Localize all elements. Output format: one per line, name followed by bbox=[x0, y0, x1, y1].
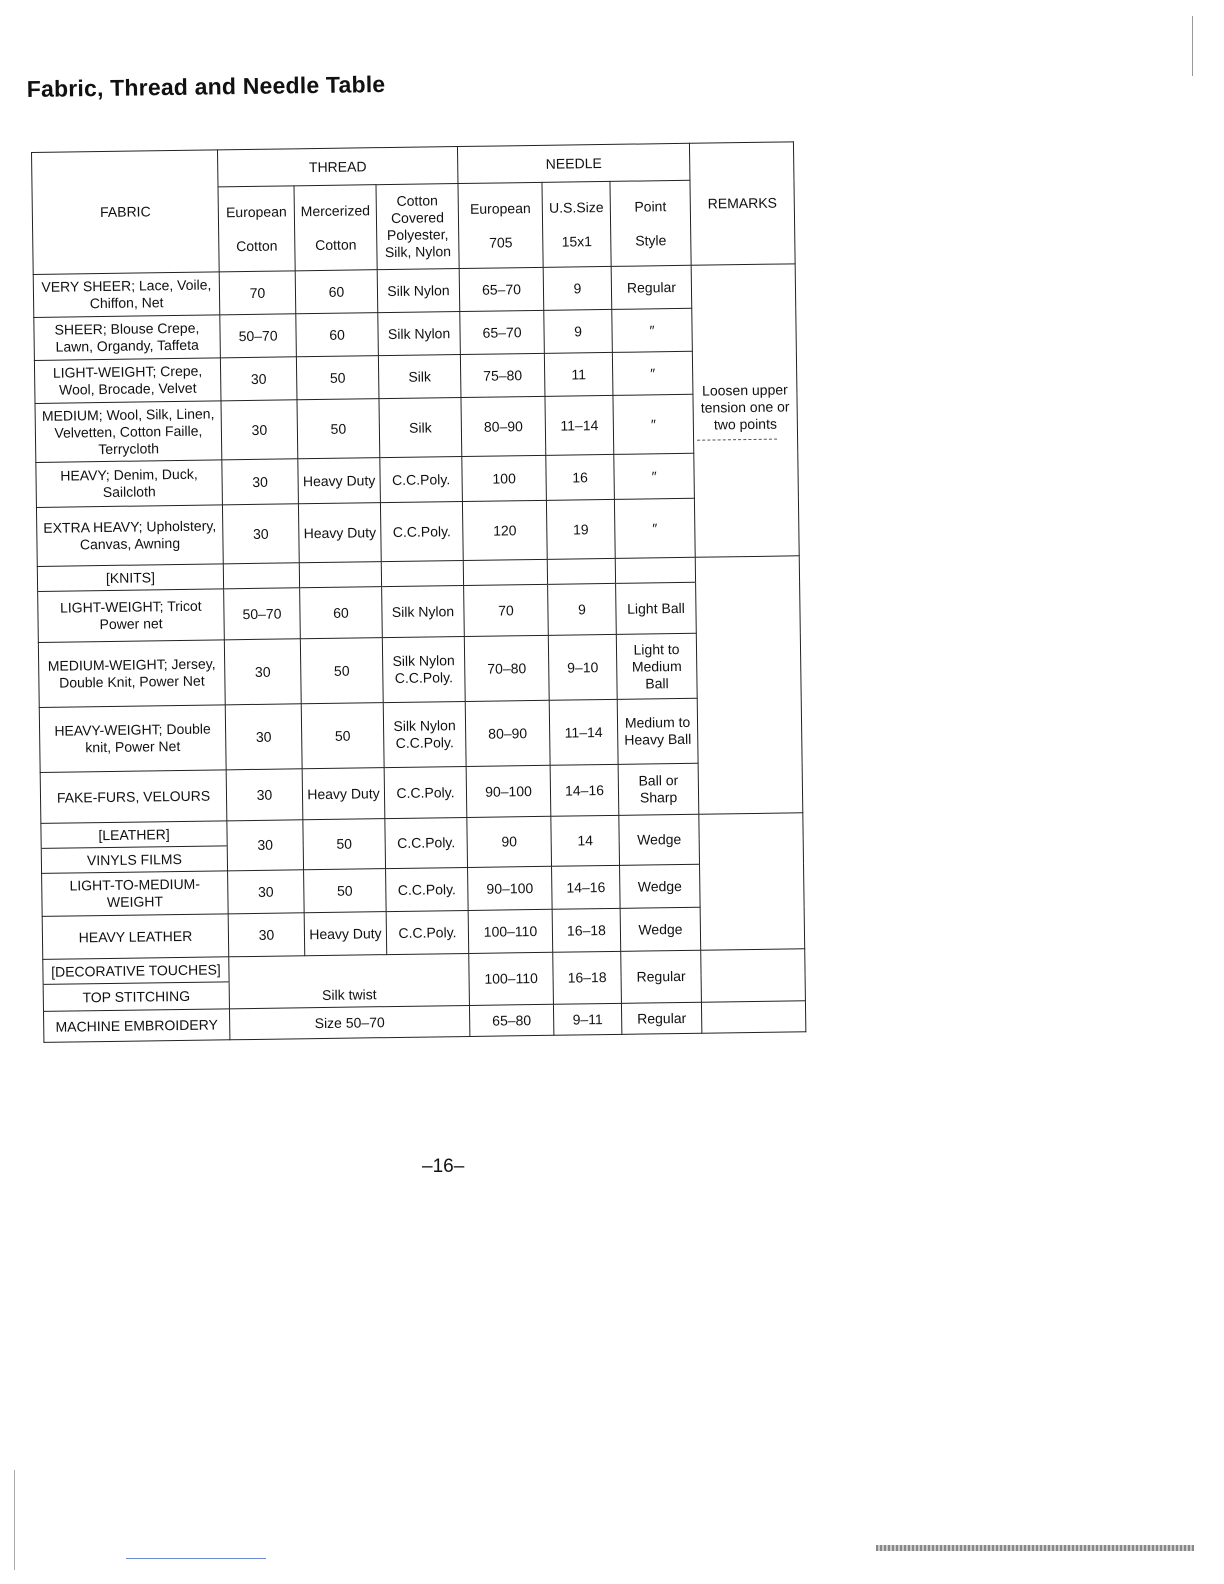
fabric-cell: EXTRA HEAVY; Upholstery, Canvas, Awning bbox=[36, 505, 223, 567]
header-european-705: European 705 bbox=[458, 182, 543, 268]
fabric-cell: VINYLS FILMS bbox=[41, 846, 227, 874]
header-cc-poly: Cotton Covered Polyester, Silk, Nylon bbox=[376, 184, 459, 270]
cell: Ball or Sharp bbox=[618, 763, 699, 815]
remarks-text: Loosen upper tension one or two points bbox=[700, 380, 790, 432]
header-thread: THREAD bbox=[217, 147, 458, 187]
fabric-cell: FAKE-FURS, VELOURS bbox=[40, 770, 227, 824]
remarks-empty bbox=[701, 1001, 805, 1033]
cell: 70 bbox=[219, 271, 296, 315]
cell: 14–16 bbox=[552, 865, 621, 909]
cell: 30 bbox=[228, 913, 305, 957]
cell: Wedge bbox=[619, 814, 700, 865]
cell: Medium to Heavy Ball bbox=[617, 698, 698, 764]
fabric-cell: HEAVY LEATHER bbox=[42, 914, 229, 960]
cell: Silk Nylon bbox=[382, 586, 465, 638]
cell: 14 bbox=[551, 815, 620, 866]
cell: 90–100 bbox=[468, 866, 553, 910]
cell: Regular bbox=[621, 1002, 701, 1034]
header-us-size: U.S.Size 15x1 bbox=[542, 181, 611, 267]
fabric-cell: LIGHT-TO-MEDIUM-WEIGHT bbox=[42, 871, 229, 917]
cell: Silk Nylon C.C.Poly. bbox=[383, 701, 466, 767]
fabric-cell: MEDIUM-WEIGHT; Jersey, Double Knit, Power Net bbox=[38, 640, 225, 708]
cell: 9 bbox=[544, 309, 613, 353]
cell: 9 bbox=[548, 583, 617, 635]
table-row bbox=[38, 632, 801, 708]
cell: Heavy Duty bbox=[302, 768, 385, 820]
cell: 30 bbox=[226, 769, 303, 821]
header-european-cotton: European Cotton bbox=[218, 186, 295, 272]
fabric-cell: HEAVY-WEIGHT; Double knit, Power Net bbox=[39, 705, 226, 773]
remarks-empty bbox=[701, 949, 806, 1002]
cell: 80–90 bbox=[461, 396, 546, 456]
cell: Silk bbox=[379, 398, 462, 458]
cell: 60 bbox=[300, 587, 383, 639]
header-point-style: Point Style bbox=[610, 180, 691, 266]
cell: 30 bbox=[225, 704, 302, 770]
section-label-knits: [KNITS] bbox=[37, 564, 223, 592]
cell: 30 bbox=[222, 459, 299, 505]
table-container bbox=[31, 141, 805, 1043]
remarks-cell bbox=[691, 264, 799, 557]
scan-artifact-bar bbox=[876, 1545, 1194, 1551]
cell: 11–14 bbox=[545, 395, 614, 455]
cell: 120 bbox=[462, 500, 547, 560]
fabric-cell: VERY SHEER; Lace, Voile, Chiffon, Net bbox=[33, 272, 220, 318]
cell: 9–10 bbox=[548, 634, 617, 700]
cell: 30 bbox=[222, 504, 299, 564]
cell: C.C.Poly. bbox=[380, 457, 463, 503]
fabric-cell: TOP STITCHING bbox=[43, 982, 229, 1012]
cell: C.C.Poly. bbox=[380, 502, 463, 562]
cell: 9–11 bbox=[553, 1003, 621, 1035]
cell: 14–16 bbox=[550, 764, 619, 816]
cell: Light to Medium Ball bbox=[616, 633, 697, 699]
cell: 90–100 bbox=[466, 765, 551, 817]
cell: 16–18 bbox=[552, 908, 621, 952]
cell: Silk Nylon C.C.Poly. bbox=[382, 636, 465, 702]
cell: 80–90 bbox=[465, 700, 550, 766]
cell: 60 bbox=[295, 270, 378, 314]
cell: 90 bbox=[467, 816, 552, 867]
table-row bbox=[39, 697, 802, 773]
cell: Silk bbox=[378, 355, 461, 399]
fabric-cell: SHEER; Blouse Crepe, Lawn, Organdy, Taffeta bbox=[34, 315, 221, 361]
cell: 60 bbox=[296, 313, 379, 357]
cell: 70 bbox=[464, 584, 549, 636]
cell: Heavy Duty bbox=[304, 912, 387, 956]
header-mercerized-cotton: Mercerized Cotton bbox=[294, 185, 377, 271]
cell: ″ bbox=[613, 394, 694, 454]
cell: Light Ball bbox=[616, 582, 697, 634]
cell: 30 bbox=[224, 639, 301, 705]
cell: Silk twist bbox=[229, 953, 470, 1008]
scan-edge-mark bbox=[14, 1470, 15, 1570]
page-number: –16– bbox=[422, 1156, 465, 1177]
section-label-leather: [LEATHER] bbox=[41, 821, 227, 849]
cell: 75–80 bbox=[460, 353, 545, 397]
fabric-cell: LIGHT-WEIGHT; Crepe, Wool, Brocade, Velvet bbox=[34, 358, 221, 404]
cell: Regular bbox=[611, 265, 692, 309]
cell: C.C.Poly. bbox=[386, 867, 469, 911]
cell: Heavy Duty bbox=[298, 458, 381, 504]
fabric-cell: MEDIUM; Wool, Silk, Linen, Velvetten, Cotton Faille, Terrycloth bbox=[35, 401, 222, 463]
cell: Silk Nylon bbox=[377, 269, 460, 313]
cell: Heavy Duty bbox=[298, 503, 381, 563]
cell: 9 bbox=[543, 266, 612, 310]
cell: 11–14 bbox=[549, 699, 618, 765]
cell: 65–70 bbox=[460, 310, 545, 354]
cell: 100–110 bbox=[469, 952, 554, 1005]
cell: 100 bbox=[462, 455, 547, 501]
cell: C.C.Poly. bbox=[386, 910, 469, 954]
cell: ″ bbox=[612, 308, 693, 352]
fabric-cell: MACHINE EMBROIDERY bbox=[44, 1009, 230, 1043]
cell: 50 bbox=[297, 399, 380, 459]
cell: C.C.Poly. bbox=[385, 817, 468, 868]
cell: ″ bbox=[614, 498, 695, 558]
cell: 65–70 bbox=[459, 267, 544, 311]
cell: 50 bbox=[301, 703, 384, 769]
cell: 65–80 bbox=[469, 1004, 553, 1036]
fabric-cell: HEAVY; Denim, Duck, Sailcloth bbox=[36, 460, 223, 508]
cell: 16 bbox=[546, 454, 615, 500]
page-title: Fabric, Thread and Needle Table bbox=[26, 70, 386, 103]
scan-artifact-line bbox=[126, 1558, 266, 1559]
remarks-empty bbox=[699, 813, 805, 950]
cell: 30 bbox=[227, 820, 304, 871]
remark-divider bbox=[697, 438, 777, 440]
cell: 50–70 bbox=[220, 314, 297, 358]
cell: Wedge bbox=[620, 907, 701, 951]
scan-edge-mark bbox=[1192, 16, 1193, 76]
cell: 30 bbox=[220, 357, 297, 401]
header-fabric: FABRIC bbox=[32, 150, 220, 275]
cell: 30 bbox=[228, 870, 305, 914]
cell: 50 bbox=[300, 638, 383, 704]
table-row bbox=[35, 393, 798, 463]
cell: 50 bbox=[296, 356, 379, 400]
fabric-thread-needle-table bbox=[31, 141, 806, 1043]
cell: ″ bbox=[614, 453, 695, 499]
cell: 19 bbox=[546, 499, 615, 559]
section-label-decorative: [DECORATIVE TOUCHES] bbox=[43, 957, 229, 985]
header-remarks: REMARKS bbox=[689, 142, 795, 265]
cell: 11 bbox=[544, 352, 613, 396]
cell: 16–18 bbox=[553, 951, 622, 1004]
cell: 50 bbox=[303, 819, 386, 870]
cell: C.C.Poly. bbox=[384, 766, 467, 818]
table-row bbox=[36, 497, 799, 567]
cell: ″ bbox=[612, 351, 693, 395]
cell: 50–70 bbox=[224, 588, 301, 640]
cell: 100–110 bbox=[468, 909, 553, 953]
cell: Size 50–70 bbox=[229, 1005, 469, 1039]
cell: 50 bbox=[304, 869, 387, 913]
remarks-empty bbox=[695, 556, 803, 814]
cell: 30 bbox=[221, 400, 298, 460]
header-needle: NEEDLE bbox=[457, 143, 690, 183]
cell: Silk Nylon bbox=[378, 312, 461, 356]
cell: Regular bbox=[621, 950, 702, 1003]
cell: Wedge bbox=[620, 864, 701, 908]
cell: 70–80 bbox=[464, 635, 549, 701]
fabric-cell: LIGHT-WEIGHT; Tricot Power net bbox=[38, 589, 225, 643]
